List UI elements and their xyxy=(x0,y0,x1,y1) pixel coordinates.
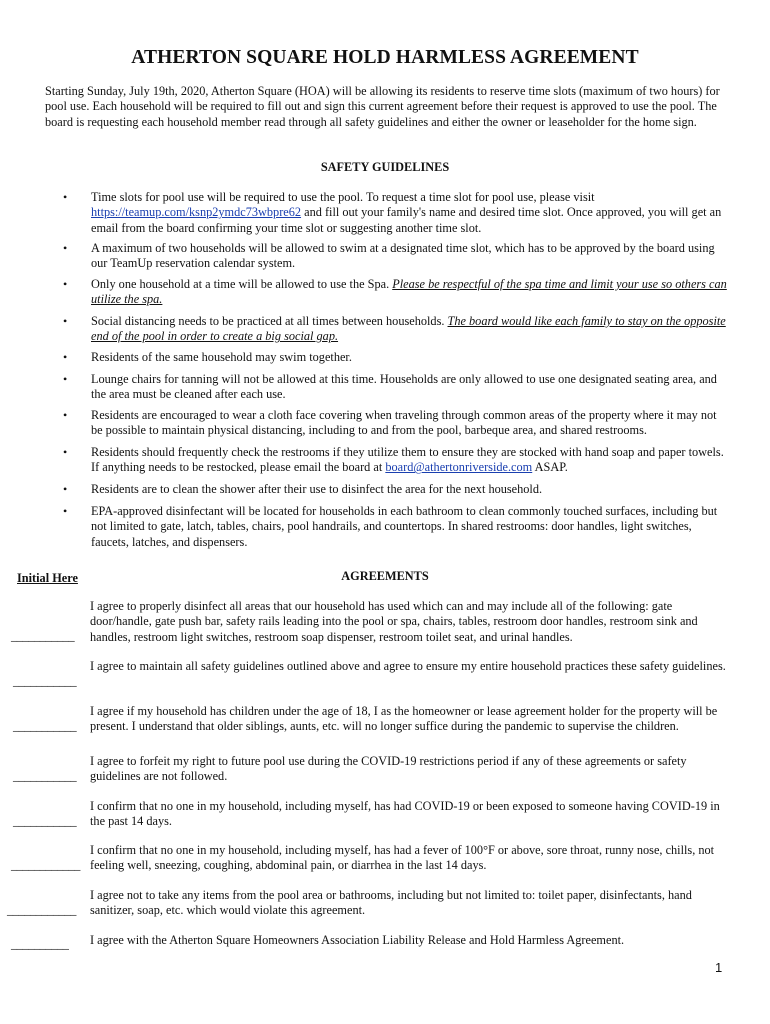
initial-blank[interactable]: ____________ xyxy=(7,903,76,917)
initial-here-heading: Initial Here xyxy=(17,571,78,585)
initial-blank[interactable]: ___________ xyxy=(13,769,77,783)
agreement-text: I agree with the Atherton Square Homeowners Association Liability Release and Hold Harmless Agreement. xyxy=(90,933,625,947)
agreement-text: I agree to maintain all safety guidelines outlined above and agree to ensure my entire household practices these safety guidelines. xyxy=(90,659,726,673)
agreements-heading: AGREEMENTS xyxy=(341,569,429,583)
intro-paragraph: Starting Sunday, July 19th, 2020, Atherton Square (HOA) will be allowing its residents to reserve time slots (maximum of two hours) for pool use. Each household will be required to fill out and sign this current agreement before their request is approved to use the pool. The board is requesting each household member read through all safety guidelines and either the owner or leaseholder for the home sign. xyxy=(45,84,720,129)
safety-guidelines-heading: SAFETY GUIDELINES xyxy=(320,160,450,174)
agreement-text: I agree to forfeit my right to future pool use during the COVID-19 restrictions period if any of these agreements or safety guidelines are not followed. xyxy=(90,754,687,784)
initial-blank[interactable]: ____________ xyxy=(11,858,80,872)
board-email-link[interactable]: board@athertonriverside.com xyxy=(385,460,533,475)
bullet-icon: • xyxy=(63,372,68,386)
initial-blank[interactable]: ___________ xyxy=(13,814,77,828)
bullet-icon: • xyxy=(63,190,68,204)
teamup-link[interactable]: https://teamup.com/ksnp2ymdc73wbpre62 xyxy=(91,205,302,220)
initial-blank[interactable]: __________ xyxy=(11,937,69,951)
bullet-icon: • xyxy=(63,277,68,291)
bullet-icon: • xyxy=(63,482,68,496)
bullet-icon: • xyxy=(63,445,68,459)
bullet-icon: • xyxy=(63,350,68,364)
agreement-text: I agree to properly disinfect all areas that our household has used which can and may include all of the following: gate door/handle, gate push bar, safety rails leading into the pool or spa, chairs, tables, restroom door handles, restroom sink and handles, restroom light switches, restroom soap dispenser, restroom toilet seat, and urinal handles. xyxy=(90,599,698,644)
bullet-icon: • xyxy=(63,504,68,518)
initial-blank[interactable]: ___________ xyxy=(13,719,77,733)
bullet-icon: • xyxy=(63,314,68,328)
page-title: ATHERTON SQUARE HOLD HARMLESS AGREEMENT xyxy=(131,47,639,68)
agreement-text: I agree if my household has children under the age of 18, I as the homeowner or lease agreement holder for the property will be present. I understand that older siblings, aunts, etc. will no longer suffice during the pandemic to supervise the children. xyxy=(90,704,718,734)
agreement-text: I confirm that no one in my household, including myself, has had a fever of 100°F or above, sore throat, runny nose, chills, not feeling well, sneezing, coughing, abdominal pain, or diarrhea in the last 14 days. xyxy=(90,843,715,873)
initial-blank[interactable]: ___________ xyxy=(13,674,77,688)
agreement-text: I agree not to take any items from the pool area or bathrooms, including but not limited to: toilet paper, disinfectants, hand sanitizer, soap, etc. which would violate this agreement. xyxy=(90,888,692,918)
bullet-icon: • xyxy=(63,408,68,422)
initial-blank[interactable]: ___________ xyxy=(11,629,75,643)
page-number: 1 xyxy=(715,960,723,975)
agreement-text: I confirm that no one in my household, including myself, has had COVID-19 or been exposed to someone having COVID-19 in the past 14 days. xyxy=(90,799,720,829)
bullet-icon: • xyxy=(63,241,68,255)
